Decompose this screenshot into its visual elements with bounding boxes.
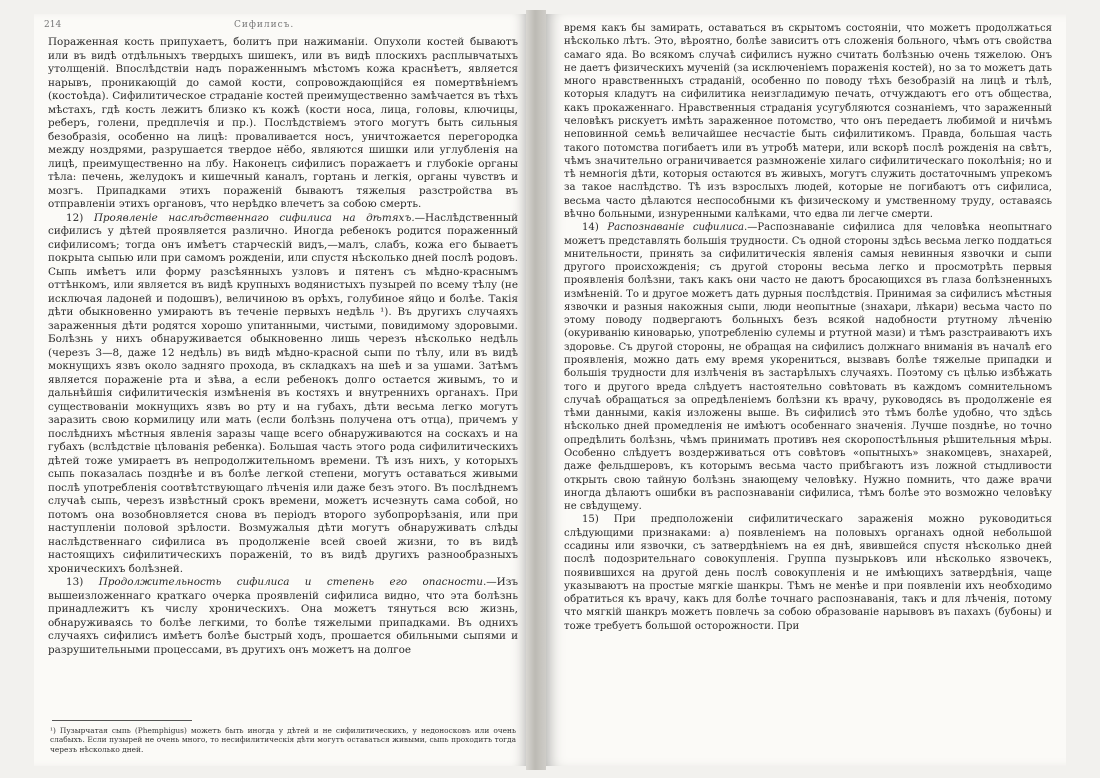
page-header: Сифилисъ. [234,20,295,30]
left-text-body [48,36,518,657]
section-heading: Проявленіе наслѣдственнаго сифилиса на дѣтяхъ. [93,211,415,224]
paragraph [48,36,518,212]
section-heading: Распознаваніе сифилиса. [607,222,748,234]
paragraph-text: —Наслѣдственный сифилисъ у дѣтей проявляется различно. Иногда ребенокъ родится пораженный сифилисомъ; тогда онъ имѣетъ старческій видъ,—малъ, слабъ, кожа его бываетъ покрыта сыпью или при самомъ рожденіи, или спустя нѣсколько дней послѣ родовъ. Сыпь имѣетъ или форму разсѣянныхъ узловъ и пятенъ съ мѣдно-краснымъ оттѣнкомъ, или является въ видѣ крупныхъ водянистыхъ пузырей по всему тѣлу (не исключая ладоней и подошвъ), величиною въ орѣхъ, голубиное яйцо и болѣе. Такія дѣти обыкновенно умираютъ въ теченіе первыхъ недѣль ¹). Въ другихъ случаяхъ зараженныя дѣти родятся хорошо упитанными, чистыми, повидимому здоровыми. Болѣзнь у нихъ обнаруживается обыкновенно лишь черезъ нѣсколько недѣль (черезъ 3—8, даже 12 недѣль) въ видѣ мѣдно-красной сыпи по тѣлу, или въ видѣ мокнущихъ язвъ около задняго прохода, въ складкахъ на шеѣ и за ушами. Затѣмъ является пораженіе рта и зѣва, а если ребенокъ долго остается живымъ, то и дальнѣйшія сифилитическія измѣненія въ костяхъ и внутреннихъ органахъ. При существованіи мокнущихъ язвъ во рту и на губахъ, дѣти весьма легко могутъ заразить свою кормилицу или мать (если болѣзнь получена отъ отца), причемъ у послѣднихъ мѣстныя явленія заразы чаще всего обнаруживаются на соскахъ и на губахъ (вслѣдствіе цѣлованія ребенка). Большая часть этого рода сифилитическихъ дѣтей тоже умираетъ въ непродолжительномъ времени. Тѣ изъ нихъ, у которыхъ сыпь показалась позднѣе и въ болѣе легкой степени, могутъ оставаться живыми послѣ употребленія соотвѣтствующаго лѣченія или даже безъ этого. Въ послѣднемъ случаѣ сыпь, черезъ извѣстный срокъ времени, можетъ исчезнуть сама собой, но потомъ она возобновляется снова въ періодъ второго зубопрорѣзанія, или при наступленіи половой зрѣлости. Возмужалыя дѣти могутъ обнаруживать слѣды наслѣдственнаго сифилиса въ продолженіе всей своей жизни, то въ видѣ настоящихъ сифилитическихъ пораженій, то въ видѣ другихъ разнообразныхъ хроническихъ болѣзней. [48,211,518,575]
paragraph-text: Пораженная кость припухаетъ, болитъ при нажиманіи. Опухоли костей бываютъ или въ видѣ отдѣльныхъ твердыхъ шишекъ, или въ видѣ плоскихъ расплывчатыхъ утолщеній. Впослѣдствіи надъ пораженнымъ мѣстомъ кожа краснѣетъ, является нарывъ, проникающій до самой кости, сопровождающійся ея помертвѣніемъ (костоѣда). Сифилитическое страданіе костей преимущественно замѣчается въ тѣхъ мѣстахъ, гдѣ кость лежитъ близко къ кожѣ (кости носа, лица, головы, ключицы, реберъ, голени, предплечія и пр.). Послѣдствіемъ этого могутъ быть сильныя безобразія, особенно на лицѣ: проваливается носъ, уничтожается перегородка между ноздрями, разрушается твердое нёбо, являются шишки или углубленія на лицѣ, преимущественно на лбу. Наконецъ сифилисъ поражаетъ и глубокіе органы тѣла: печень, желудокъ и кишечный каналъ, гортань и легкія, органы чувствъ и мозгъ. Припадками этихъ пораженій бываютъ тяжелыя разстройства въ отправленіи этихъ органовъ, что нерѣдко влечетъ за собою смерть. [48,36,518,210]
footnote: ¹) Пузырчатая сыпь (Phemphigus) можетъ быть иногда у дѣтей и не сифилитическихъ, у недоносковъ или очень слабыхъ. Если пузырей не очень много, то несифилитическія дѣти могутъ оставаться живыми, сыпь проходитъ тогда черезъ нѣсколько дней. [50,726,516,754]
right-text-body [564,22,1052,633]
paragraph-text: время какъ бы замирать, оставаться въ скрытомъ состояніи, что можетъ продолжаться нѣсколько лѣтъ. Это, вѣроятно, болѣе зависитъ отъ сложенія больного, чѣмъ отъ свойства самаго яда. Во всякомъ случаѣ сифилисъ нужно считать болѣзнью очень тяжелою. Онъ не даетъ физическихъ мученій (за исключеніемъ пораженія костей), но за то можетъ дать много нравственныхъ страданій, особенно по поводу тѣхъ безобразій на лицѣ и тѣлѣ, которыя кладутъ на сифилитика неизгладимую печать, отчуждаютъ его отъ общества, какъ прокаженнаго. Нравственныя страданія усугубляются сознаніемъ, что зараженный человѣкъ рискуетъ имѣть зараженное потомство, что онъ передаетъ любимой и ничѣмъ неповинной семьѣ величайшее несчастіе быть сифилитикомъ. Правда, большая часть такого потомства погибаетъ или въ утробѣ матери, или вскорѣ послѣ рожденія на свѣтъ, чѣмъ значительно ограничивается размноженіе хилаго сифилитическаго поколѣнія; но и тѣ немногія дѣти, которыя остаются въ живыхъ, могутъ служить достаточнымъ упрекомъ за такое наслѣдство. Тѣ изъ взрослыхъ людей, которые не погибаютъ отъ сифилиса, весьма часто дѣлаются неспособными къ физическому и умственному труду, оставаясь вѣчно больными, изнуренными калѣками, что едва ли легче смерти. [564,23,1052,220]
book-gutter [526,10,546,770]
section-heading: Продолжительность сифилиса и степень его опасности. [98,576,487,588]
section-number: 15) [582,514,614,526]
paragraph [564,221,1052,513]
section-number: 12) [66,211,94,224]
paragraph-text: —Распознаваніе сифилиса для человѣка неопытнаго можетъ представлять большія трудности. Съ одной стороны здѣсь весьма легко поддаться мнительности, принять за сифилитическія явленія самыя невинныя язвочки и сыпи другого происхожденія; съ другой стороны весьма легко и просмотрѣть первыя проявленія болѣзни, такъ какъ они часто не даютъ бросающихся въ глаза болѣзненныхъ измѣненій. То и другое можетъ дать дурныя послѣдствія. Принимая за сифилисъ мѣстныя язвочки и разныя накожныя сыпи, люди неопытные (знахари, лѣкари) весьма часто по этому поводу подвергаютъ больныхъ безъ всякой надобности ртутному лѣченію (окуриванію киноварью, употребленію сулемы и ртутной мази) и тѣмъ разстраиваютъ ихъ здоровье. Съ другой стороны, не обращая на сифилисъ должнаго вниманія въ началѣ его проявленія, можно дать ему время укорениться, вызвавъ болѣе тяжелые припадки и большія трудности для излѣченія въ застарѣлыхъ случаяхъ. Поэтому съ цѣлью избѣжать того и другого вреда слѣдуетъ настоятельно совѣтовать въ каждомъ сомнительномъ случаѣ обращаться за опредѣленіемъ болѣзни къ врачу, руководясь въ продолженіе ея тѣми данными, какія изложены выше. Въ сифилисѣ это тѣмъ болѣе удобно, что здѣсь нѣсколько дней промедленія не имѣютъ особеннаго значенія. Лучше позднѣе, но точно опредѣлить болѣзнь, чѣмъ принимать противъ нея скоропостѣльныя рѣшительныя мѣры. Особенно слѣдуетъ воздерживаться отъ совѣтовъ «опытныхъ» знакомцевъ, знахарей, даже фельдшеровъ, къ которымъ весьма часто прибѣгаютъ изъ ложной стыдливости открыть свою тайную болѣзнь знающему человѣку. Нужно помнить, что даже врачи иногда дѣлаютъ ошибки въ распознаваніи сифилиса, тѣмъ болѣе это возможно человѣку не свѣдущему. [564,222,1052,513]
page-number: 214 [44,20,62,30]
section-number: 14) [582,222,608,234]
paragraph [48,576,518,657]
left-page [34,14,526,766]
paragraph-text: При предположеніи сифилитическаго зараженія можно руководиться слѣдующими признаками: а) появленіемъ на половыхъ органахъ одной небольшой ссадины или язвочки, съ затвердѣніемъ на ея днѣ, явившейся спустя нѣсколько дней послѣ подозрительнаго совокупленія. Группа пузырьковъ или нѣсколько язвочекъ, появившихся на другой день послѣ совокупленія и не имѣющихъ затвердѣнія, чаще указываютъ на простые мягкіе шанкры. Тѣмъ не менѣе и при появленіи ихъ необходимо обратиться къ врачу, какъ для болѣе точнаго распознаванія, такъ и для лѣченія, потому что мягкій шанкръ можетъ повлечь за собою образованіе нарывовъ въ пахахъ (бубоны) и тоже требуетъ большой осторожности. При [564,514,1052,632]
paragraph [564,513,1052,633]
right-page [546,14,1066,766]
paragraph-text: —Изъ вышеизложеннаго краткаго очерка проявленій сифилиса видно, что эта болѣзнь принадлежитъ къ числу хроническихъ. Она можетъ тянуться всю жизнь, обнаруживаясь то болѣе легкими, то болѣе тяжелыми припадками. Въ однихъ случаяхъ сифилисъ имѣетъ болѣе быстрый ходъ, прошается обильными сыпями и разрушительными процессами, въ другихъ онъ можетъ на долгое [48,576,518,656]
paragraph [564,22,1052,221]
paragraph [48,212,518,577]
section-number: 13) [66,576,99,588]
running-head [34,20,526,34]
footnote-rule [52,720,192,721]
